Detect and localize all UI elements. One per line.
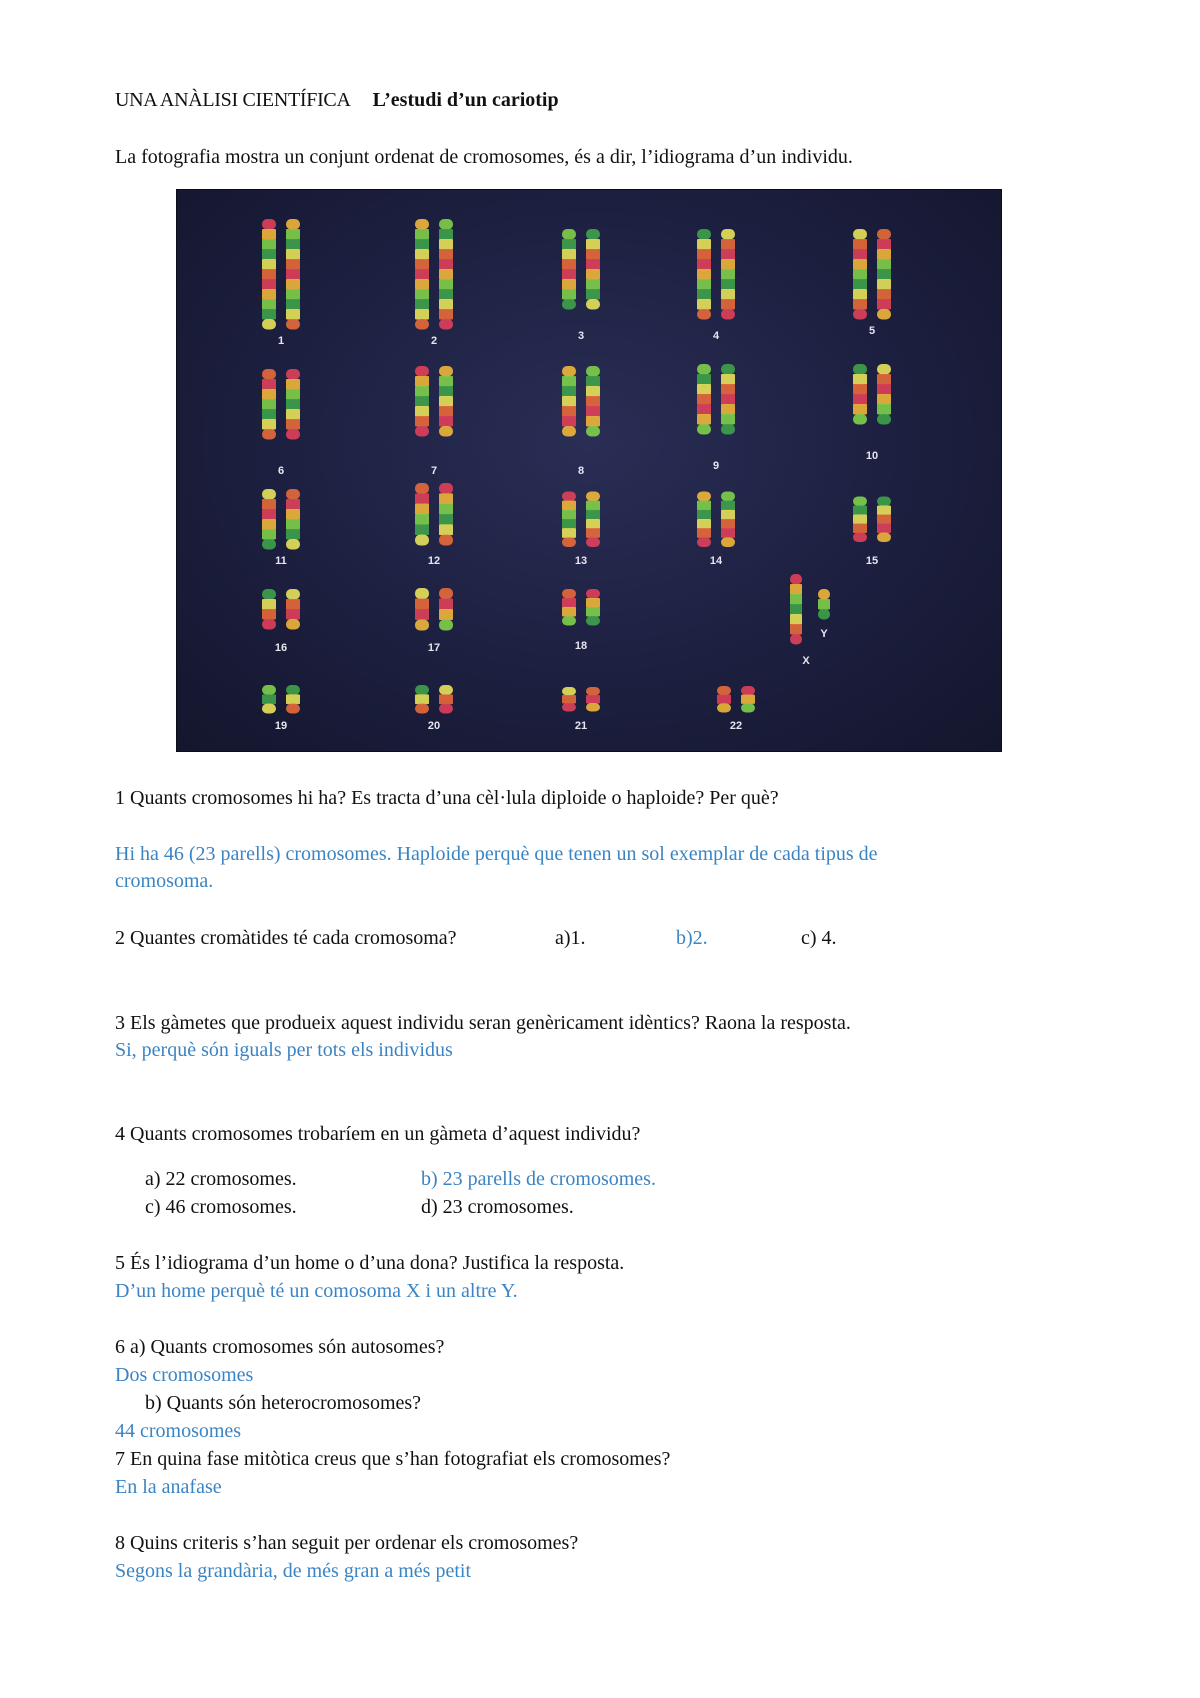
chromosome-pair (262, 369, 300, 440)
q6b-question: b) Quants són heterocromosomes? (145, 1392, 422, 1414)
chromosome-label: 13 (574, 555, 588, 567)
q4-option-b: b) 23 parells de cromosomes. (421, 1168, 656, 1190)
document-subtitle: L’estudi d’un cariotip (372, 89, 559, 111)
chromosome-pair (790, 574, 802, 645)
chromosome-label: 5 (868, 325, 876, 337)
chromosome-label: 8 (577, 465, 585, 477)
chromosome-label: 10 (865, 450, 879, 462)
karyotype-photo (176, 189, 1002, 752)
q6b-answer: 44 cromosomes (115, 1420, 242, 1442)
chromosome-pair (562, 366, 600, 437)
q4-option-c: c) 46 cromosomes. (145, 1196, 297, 1218)
intro-text: La fotografia mostra un conjunt ordenat de cromosomes, és a dir, l’idiograma d’un individu. (115, 146, 853, 168)
q4-option-a: a) 22 cromosomes. (145, 1168, 297, 1190)
chromosome-pair (697, 492, 735, 548)
chromosome-pair (562, 687, 600, 712)
chromosome-pair (717, 686, 755, 713)
chromosome-pair (853, 364, 891, 425)
q8-answer: Segons la grandària, de més gran a més petit (115, 1560, 471, 1582)
chromosome-label: 4 (712, 330, 720, 342)
chromosome-label: 3 (577, 330, 585, 342)
q5-answer: D’un home perquè té un comosoma X i un altre Y. (115, 1280, 518, 1302)
chromosome-pair (415, 219, 453, 330)
chromosome-pair (562, 589, 600, 626)
chromosome-label: 7 (430, 465, 438, 477)
chromosome-label: 14 (709, 555, 723, 567)
chromosome-label: 6 (277, 465, 285, 477)
chromosome-label: 21 (574, 720, 588, 732)
chromosome-label: 19 (274, 720, 288, 732)
chromosome-pair (818, 589, 830, 620)
chromosome-label: 9 (712, 460, 720, 472)
chromosome-label: 2 (430, 335, 438, 347)
chromosome-pair (415, 366, 453, 437)
chromosome-pair (415, 483, 453, 546)
q2-option-b: b)2. (676, 927, 708, 949)
chromosome-label: 18 (574, 640, 588, 652)
chromosome-label: X (802, 655, 810, 667)
karyotype-image (176, 189, 1002, 752)
chromosome-pair (262, 219, 300, 330)
chromosome-pair (262, 685, 300, 714)
q3-answer: Si, perquè són iguals per tots els individus (115, 1039, 453, 1061)
chromosome-pair (262, 589, 300, 630)
chromosome-label: 20 (427, 720, 441, 732)
chromosome-label: 16 (274, 642, 288, 654)
q5-question: 5 És l’idiograma d’un home o d’una dona? Justifica la resposta. (115, 1252, 625, 1274)
chromosome-label: Y (820, 628, 828, 640)
q2-option-c: c) 4. (801, 927, 837, 949)
chromosome-pair (415, 588, 453, 631)
chromosome-pair (415, 685, 453, 714)
q6a-question: 6 a) Quants cromosomes són autosomes? (115, 1336, 445, 1358)
q1-question: 1 Quants cromosomes hi ha? Es tracta d’una cèl·lula diploide o haploide? Per què? (115, 787, 779, 809)
q8-question: 8 Quins criteris s’han seguit per ordenar els cromosomes? (115, 1532, 579, 1554)
document-header (115, 86, 559, 114)
q2-option-a: a)1. (555, 927, 586, 949)
chromosome-pair (697, 229, 735, 320)
q2-question: 2 Quantes cromàtides té cada cromosoma? (115, 927, 457, 949)
q4-option-d: d) 23 cromosomes. (421, 1196, 574, 1218)
chromosome-pair (562, 492, 600, 548)
q7-answer: En la anafase (115, 1476, 222, 1498)
q6a-answer: Dos cromosomes (115, 1364, 254, 1386)
chromosome-pair (853, 497, 891, 543)
q1-answer-line2: cromosoma. (115, 870, 214, 892)
chromosome-label: 11 (275, 555, 287, 567)
chromosome-pair (697, 364, 735, 435)
chromosome-pair (853, 229, 891, 320)
chromosome-pair (262, 489, 300, 550)
q1-answer-line1: Hi ha 46 (23 parells) cromosomes. Haploide perquè que tenen un sol exemplar de cada tipus de (115, 843, 878, 865)
q3-question: 3 Els gàmetes que produeix aquest individu seran genèricament idèntics? Raona la resposta. (115, 1012, 851, 1034)
document-title: UNA ANÀLISI CIENTÍFICA (115, 89, 351, 111)
chromosome-label: 12 (427, 555, 441, 567)
chromosome-pair (562, 229, 600, 310)
chromosome-label: 15 (865, 555, 879, 567)
chromosome-label: 1 (277, 335, 285, 347)
chromosome-label: 22 (729, 720, 743, 732)
chromosome-label: 17 (427, 642, 441, 654)
q7-question: 7 En quina fase mitòtica creus que s’han fotografiat els cromosomes? (115, 1448, 671, 1470)
q4-question: 4 Quants cromosomes trobaríem en un gàmeta d’aquest individu? (115, 1123, 641, 1145)
